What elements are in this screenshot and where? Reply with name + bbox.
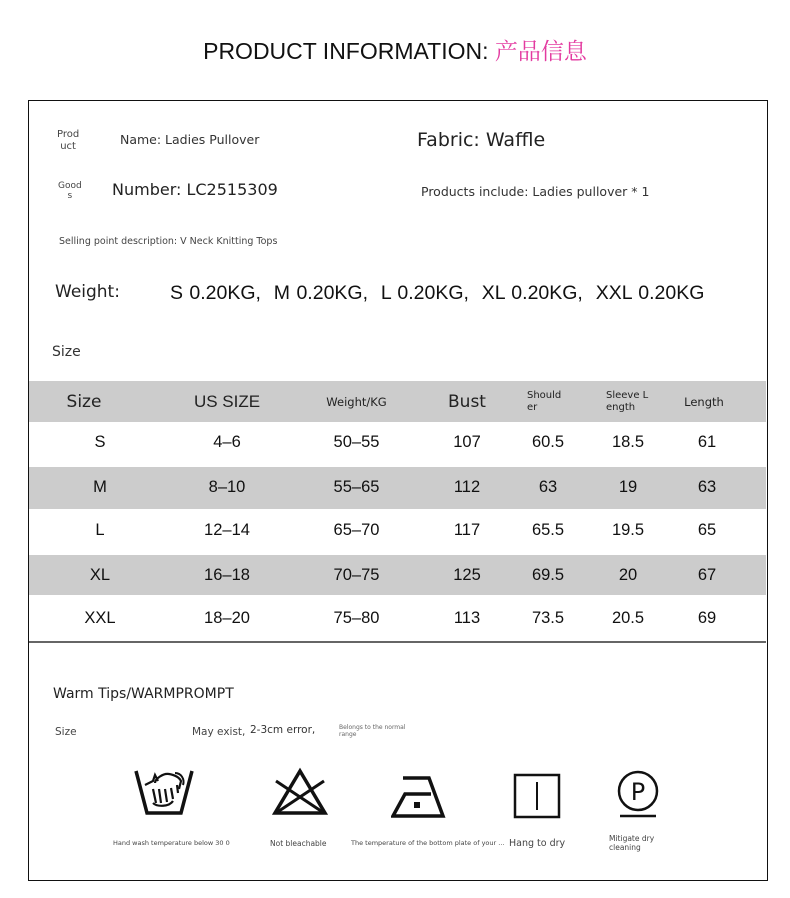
- table-row: [29, 467, 766, 509]
- header-sleeve-length: Sleeve L ength: [606, 389, 649, 413]
- cell-length: 63: [697, 478, 717, 496]
- tips-may-exist: May exist,: [192, 726, 246, 738]
- cell-shoulder: 73.5: [531, 609, 565, 627]
- cell-size: XXL: [84, 609, 116, 627]
- iron-low-icon: [391, 774, 447, 818]
- cell-weight: 70–75: [333, 565, 380, 584]
- dry-clean-p-icon: [615, 769, 661, 819]
- table-row: [29, 555, 766, 595]
- cell-weight: 50–55: [333, 433, 380, 451]
- goods-number: Number: LC2515309: [112, 180, 278, 199]
- size-heading: Size: [52, 344, 81, 360]
- table-header-row: [29, 381, 766, 422]
- header-weight: Weight/KG: [326, 394, 387, 409]
- fabric: Fabric: Waffle: [417, 129, 546, 151]
- product-prefix-bottom: uct: [60, 141, 76, 152]
- cell-size: XL: [89, 565, 111, 584]
- cell-bust: 107: [453, 433, 481, 451]
- cell-shoulder: 63: [538, 478, 558, 496]
- table-row: [29, 422, 766, 463]
- cell-size: S: [94, 433, 106, 451]
- svg-text:P: P: [630, 778, 646, 806]
- tips-size-label: Size: [55, 726, 77, 738]
- care-label-no-bleach: Not bleachable: [270, 839, 327, 848]
- header-us-size: US SIZE: [193, 391, 261, 411]
- hang-dry-icon: [513, 773, 561, 819]
- weight-values: S 0.20KG, M 0.20KG, L 0.20KG, XL 0.20KG, XXL 0.20KG: [170, 282, 705, 304]
- tips-normal-range: Belongs to the normal range: [339, 724, 406, 738]
- weight-label: Weight:: [55, 282, 120, 302]
- goods-prefix-top: Good: [58, 181, 82, 191]
- cell-shoulder: 60.5: [531, 433, 565, 451]
- product-prefix-top: Prod: [57, 129, 80, 140]
- cell-length: 61: [697, 433, 717, 451]
- cell-us-size: 18–20: [204, 609, 250, 627]
- cell-bust: 117: [453, 521, 481, 539]
- care-label-hang-dry: Hang to dry: [509, 838, 566, 849]
- selling-point: Selling point description: V Neck Knitting Tops: [59, 236, 278, 247]
- care-label-dry-clean: Mitigate dry cleaning: [609, 834, 655, 852]
- title-english: PRODUCT INFORMATION:: [203, 38, 495, 64]
- cell-sleeve: 19.5: [611, 521, 645, 539]
- product-name-prefix: [57, 129, 79, 153]
- products-include: Products include: Ladies pullover * 1: [421, 184, 650, 199]
- product-info-frame: [28, 100, 768, 881]
- cell-bust: 113: [453, 609, 481, 627]
- cell-us-size: 8–10: [208, 478, 246, 496]
- cell-size: L: [95, 521, 105, 539]
- cell-weight: 75–80: [333, 609, 380, 627]
- cell-sleeve: 19: [618, 478, 638, 496]
- cell-size: M: [93, 478, 107, 496]
- cell-shoulder: 65.5: [531, 521, 565, 539]
- cell-sleeve: 20.5: [611, 609, 645, 627]
- goods-prefix-bottom: s: [67, 191, 73, 201]
- cell-weight: 65–70: [333, 521, 380, 539]
- cell-us-size: 12–14: [204, 521, 250, 539]
- cell-sleeve: 18.5: [611, 433, 645, 451]
- goods-number-prefix: [58, 181, 82, 201]
- care-label-hand-wash: Hand wash temperature below 30 0: [113, 839, 230, 847]
- header-bust: Bust: [448, 391, 486, 412]
- cell-bust: 125: [453, 565, 481, 584]
- header-size: Size: [66, 391, 102, 412]
- cell-us-size: 4–6: [213, 433, 241, 451]
- section-divider: [29, 641, 766, 643]
- cell-length: 65: [697, 521, 717, 539]
- table-row: [29, 598, 766, 639]
- cell-bust: 112: [453, 478, 481, 496]
- no-bleach-icon: [270, 767, 330, 817]
- product-name: Name: Ladies Pullover: [120, 132, 260, 147]
- header-shoulder: Should er: [527, 389, 562, 413]
- cell-shoulder: 69.5: [531, 565, 565, 584]
- table-row: [29, 510, 766, 551]
- cell-length: 69: [697, 609, 717, 627]
- cell-length: 67: [697, 565, 717, 584]
- cell-sleeve: 20: [618, 565, 638, 584]
- cell-weight: 55–65: [333, 478, 380, 496]
- cell-us-size: 16–18: [204, 565, 250, 584]
- header-length: Length: [684, 394, 724, 409]
- page-title: [0, 33, 790, 66]
- warm-tips-title: Warm Tips/WARMPROMPT: [53, 686, 234, 702]
- title-chinese: 产品信息: [494, 39, 587, 65]
- care-label-iron: The temperature of the bottom plate of your ...: [351, 839, 505, 847]
- hand-wash-icon: [133, 767, 195, 819]
- tips-error: 2-3cm error,: [250, 724, 316, 736]
